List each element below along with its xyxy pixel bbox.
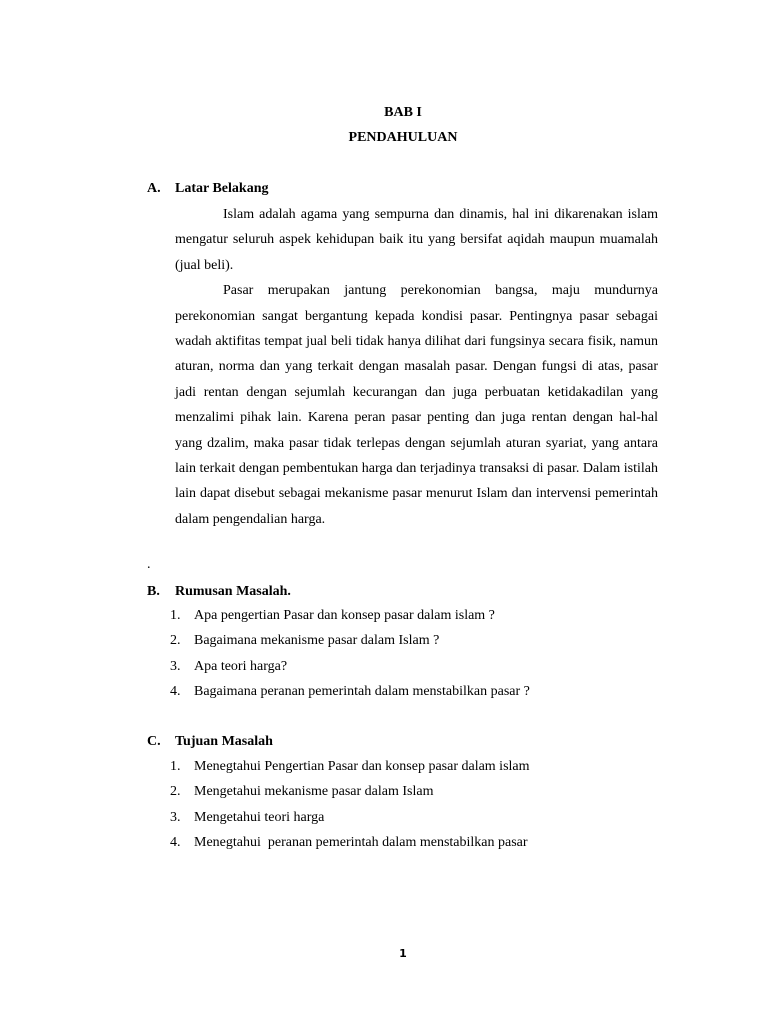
list-number: 1.: [170, 759, 181, 774]
list-number: 3.: [170, 658, 181, 674]
section-b-title: Rumusan Masalah.: [175, 584, 291, 599]
section-a-letter: A.: [147, 181, 161, 196]
list-text: Mengetahui teori harga: [194, 809, 325, 825]
section-a-heading: [147, 180, 268, 198]
list-item: [170, 632, 530, 657]
section-b-letter: B.: [147, 584, 160, 599]
section-c-letter: C.: [147, 734, 161, 749]
list-text: Apa teori harga?: [194, 658, 288, 674]
list-item: [170, 783, 530, 808]
list-text: Bagaimana mekanisme pasar dalam Islam ?: [194, 633, 440, 649]
list-number: 2.: [170, 784, 181, 800]
list-text: Mengetahui mekanisme pasar dalam Islam: [194, 784, 434, 800]
section-a-body: [175, 202, 658, 532]
list-item: [170, 834, 530, 859]
list-number: 3.: [170, 809, 181, 825]
list-text: Menegtahui peranan pemerintah dalam menstabilkan pasar: [194, 834, 528, 850]
list-text: Bagaimana peranan pemerintah dalam menstabilkan pasar ?: [194, 683, 530, 699]
list-item: [170, 683, 530, 708]
list-number: 2.: [170, 633, 181, 649]
list-item: [170, 658, 530, 683]
list-number: 4.: [170, 834, 181, 850]
section-b-heading: [147, 583, 291, 601]
section-b-list: [170, 607, 530, 708]
list-number: 4.: [170, 683, 181, 699]
list-item: [170, 607, 530, 632]
section-c-title: Tujuan Masalah: [175, 734, 273, 749]
paragraph: Islam adalah agama yang sempurna dan dinamis, hal ini dikarenakan islam mengatur seluruh aspek kehidupan baik itu yang bersifat aqidah maupun muamalah (jual beli).: [175, 207, 658, 273]
chapter-label: BAB I: [384, 105, 422, 120]
list-item: [170, 758, 530, 783]
section-a-title: Latar Belakang: [175, 181, 269, 196]
section-c-list: [170, 758, 530, 859]
list-item: [170, 809, 530, 834]
list-text: Apa pengertian Pasar dan konsep pasar dalam islam ?: [194, 608, 495, 623]
list-text: Menegtahui Pengertian Pasar dan konsep pasar dalam islam: [194, 759, 530, 774]
chapter-title: PENDAHULUAN: [348, 130, 458, 145]
section-c-heading: [147, 733, 273, 751]
stray-mark: .: [147, 557, 151, 572]
list-number: 1.: [170, 608, 181, 623]
paragraph: Pasar merupakan jantung perekonomian bangsa, maju mundurnya perekonomian sangat bergantung kepada kondisi pasar. Pentingnya pasar sebagai wadah aktifitas tempat jual beli tidak hanya dilihat dari fungsinya secara fisik, namun aturan, norma dan yang terkait dengan masalah pasar. Dengan fungsi di atas, pasar jadi rentan dengan sejumlah kecurangan dan juga perbuatan ketidakadilan yang menzalimi pihak lain. Karena peran pasar penting dan juga rentan dengan hal-hal yang dzalim, maka pasar tidak terlepas dengan sejumlah aturan syariat, yang antara lain terkait dengan pembentukan harga dan terjadinya transaksi di pasar. Dalam istilah lain dapat disebut sebagai mekanisme pasar menurut Islam dan intervensi pemerintah dalam pengendalian harga.: [175, 283, 658, 527]
page-number: 1: [399, 947, 407, 960]
